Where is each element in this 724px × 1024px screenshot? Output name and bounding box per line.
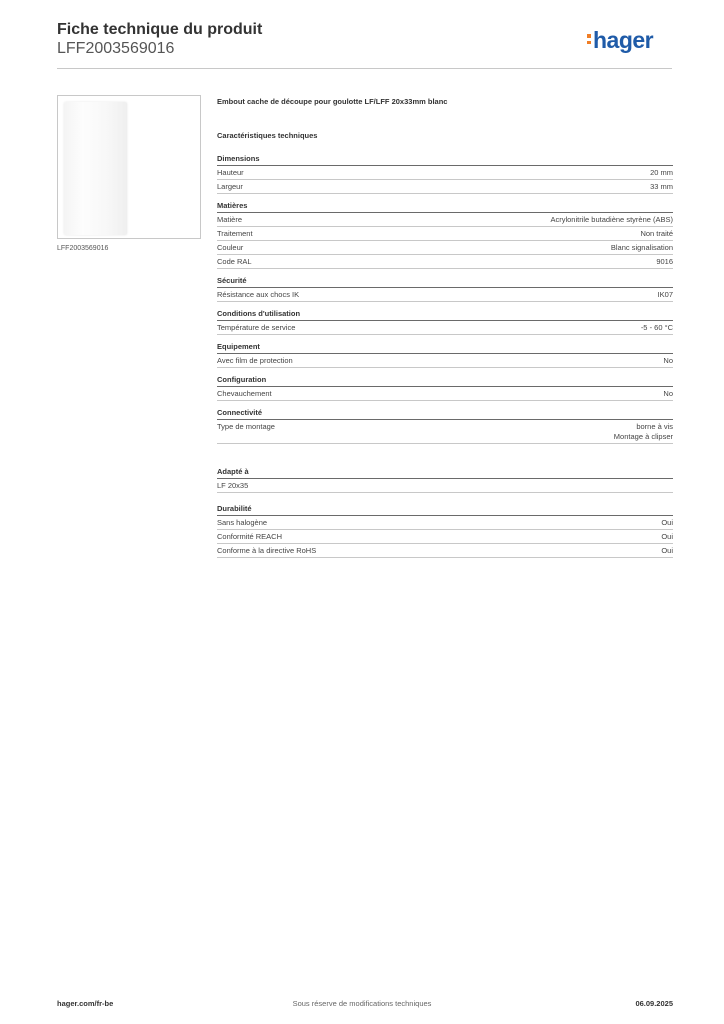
spec-row xyxy=(217,255,673,269)
spec-value: Oui xyxy=(661,546,673,555)
hager-logo xyxy=(593,27,653,54)
technical-characteristics-title: Caractéristiques techniques xyxy=(217,131,318,140)
spec-value: 9016 xyxy=(656,257,673,266)
spec-row xyxy=(217,516,673,530)
product-code: LFF2003569016 xyxy=(57,40,175,57)
spec-label: Type de montage xyxy=(217,422,275,431)
spec-label: Conforme à la directive RoHS xyxy=(217,546,317,555)
section-title: Equipement xyxy=(217,341,673,354)
spec-value: IK07 xyxy=(657,290,673,299)
spec-row xyxy=(217,544,673,558)
spec-label: Conformité REACH xyxy=(217,532,283,541)
section-title: Sécurité xyxy=(217,275,673,288)
section-connectivity xyxy=(217,407,673,444)
spec-value-line: Montage à clipser xyxy=(613,432,673,441)
section-title: Matières xyxy=(217,200,673,213)
spec-label: Traitement xyxy=(217,229,253,238)
spec-row xyxy=(217,241,673,255)
spec-row xyxy=(217,387,673,401)
section-configuration xyxy=(217,374,673,401)
spec-value xyxy=(614,422,673,442)
section-title: Dimensions xyxy=(217,153,673,166)
spec-label: Largeur xyxy=(217,182,243,191)
section-adapted-to xyxy=(217,466,673,493)
spec-value: Oui xyxy=(661,518,673,527)
section-dimensions xyxy=(217,153,673,194)
spec-value: Acrylonitrile butadiène styrène (ABS) xyxy=(550,215,673,224)
spec-row xyxy=(217,354,673,368)
section-title: Adapté à xyxy=(217,466,673,479)
page-title: Fiche technique du produit xyxy=(57,21,263,38)
spec-value: -5 - 60 °C xyxy=(640,323,673,332)
spec-content xyxy=(217,97,673,558)
product-photo-icon xyxy=(64,102,127,235)
spec-row xyxy=(217,166,673,180)
footer-note: Sous réserve de modifications techniques xyxy=(292,999,432,1008)
spec-label: Couleur xyxy=(217,243,244,252)
spec-label: Température de service xyxy=(217,323,296,332)
spec-row xyxy=(217,321,673,335)
spec-label: Sans halogène xyxy=(217,518,268,527)
header-divider xyxy=(57,68,672,69)
spec-label: LF 20x35 xyxy=(217,481,249,490)
footer-date: 06.09.2025 xyxy=(635,999,673,1008)
spec-value: No xyxy=(663,356,673,365)
product-image xyxy=(57,95,201,239)
spec-label: Matière xyxy=(217,215,243,224)
section-title: Configuration xyxy=(217,374,673,387)
spec-value: Oui xyxy=(661,532,673,541)
section-title: Durabilité xyxy=(217,503,673,516)
spec-row xyxy=(217,420,673,444)
spec-label: Chevauchement xyxy=(217,389,272,398)
section-title: Conditions d'utilisation xyxy=(217,308,673,321)
spec-row xyxy=(217,479,673,493)
spec-row xyxy=(217,288,673,302)
spec-label: Avec film de protection xyxy=(217,356,293,365)
spec-value: 33 mm xyxy=(650,182,673,191)
spec-value: Non traité xyxy=(640,229,673,238)
spec-label: Résistance aux chocs IK xyxy=(217,290,300,299)
spec-row xyxy=(217,180,673,194)
image-caption: LFF2003569016 xyxy=(57,245,109,252)
spec-value: Blanc signalisation xyxy=(610,243,673,252)
spec-row xyxy=(217,213,673,227)
spec-value: 20 mm xyxy=(650,168,673,177)
section-safety xyxy=(217,275,673,302)
spec-label: Hauteur xyxy=(217,168,244,177)
spec-label: Code RAL xyxy=(217,257,252,266)
logo-dots-icon xyxy=(587,34,591,47)
spec-row xyxy=(217,530,673,544)
spec-value: No xyxy=(663,389,673,398)
spec-row xyxy=(217,227,673,241)
product-description: Embout cache de découpe pour goulotte LF/LFF 20x33mm blanc xyxy=(217,97,448,106)
spec-value-line: borne à vis xyxy=(636,422,673,431)
logo-text: hager xyxy=(593,27,654,53)
section-durability xyxy=(217,503,673,558)
footer-website-link[interactable]: hager.com/fr-be xyxy=(57,999,114,1008)
section-equipment xyxy=(217,341,673,368)
section-title: Connectivité xyxy=(217,407,673,420)
section-materials xyxy=(217,200,673,269)
section-usage-conditions xyxy=(217,308,673,335)
